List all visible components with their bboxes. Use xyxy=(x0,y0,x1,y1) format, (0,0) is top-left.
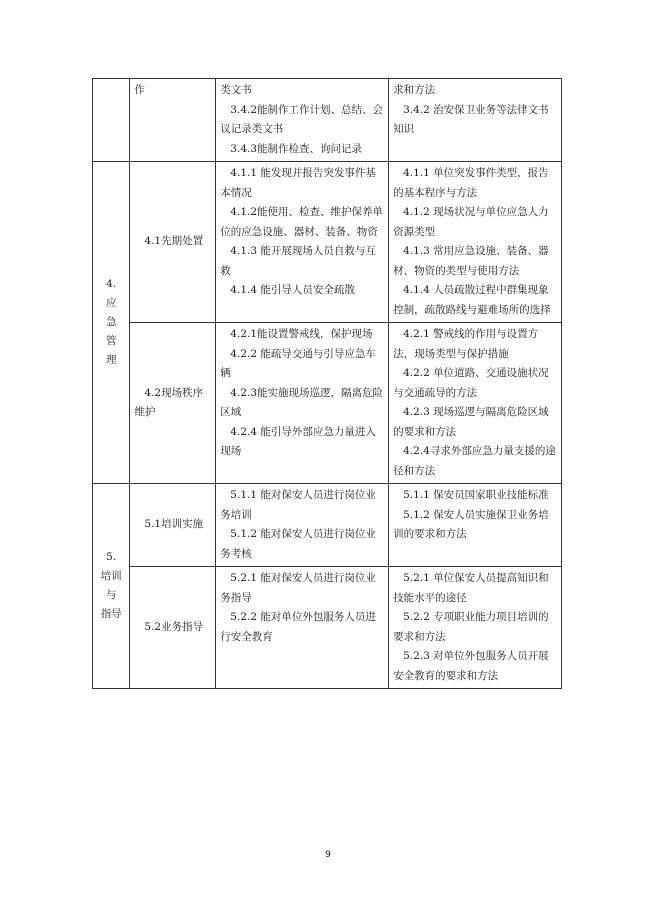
page-number: 9 xyxy=(325,850,331,860)
subcategory-label: 5.1培训实施 xyxy=(144,518,204,531)
category-label: 与 xyxy=(105,589,117,601)
occupational-standard-table xyxy=(92,78,562,689)
cell-text: 5.2.2 专项职业能力项目培训的要求和方法 xyxy=(393,611,549,643)
category-label: 理 xyxy=(105,354,117,366)
table-row xyxy=(93,484,562,567)
cell-text: 4.1.2能使用、检查、维护保养单位的应急设施、器材、装备、物资 xyxy=(220,206,384,238)
knowledge-requirements-cell xyxy=(389,567,562,689)
cell-text: 5.2.2 能对单位外包服务人员进行安全教育 xyxy=(220,611,376,643)
cell-text: 5.2.1 单位保安人员提高知识和技能水平的途径 xyxy=(393,572,549,604)
table-row xyxy=(93,323,562,484)
cell-text: 4.1.2 现场状况与单位应急人力资源类型 xyxy=(393,206,549,238)
cell-text: 4.2.3能实施现场巡逻，隔离危险区域 xyxy=(220,386,384,418)
cell-text: 5.1.2 保安人员实施保卫业务培训的要求和方法 xyxy=(393,508,549,540)
cell-text: 5.2.1 能对保安人员进行岗位业务指导 xyxy=(220,572,376,604)
cell-text: 4.1.1 单位突发事件类型，报告的基本程序与方法 xyxy=(393,167,549,199)
cell-text: 4.1.3 能开展现场人员自救与互救 xyxy=(220,245,376,277)
cell-text: 4.2.4寻求外部应急力量支援的途径和方法 xyxy=(393,445,556,477)
skill-requirements-cell xyxy=(216,323,389,484)
cell-text: 求和方法 xyxy=(393,84,436,96)
category-label: 5. xyxy=(106,551,117,563)
category-label: 4. xyxy=(106,278,117,290)
category-label: 应 xyxy=(105,297,117,309)
table-row xyxy=(93,567,562,689)
skill-requirements-cell xyxy=(216,162,389,323)
skill-requirements-cell xyxy=(216,79,389,162)
knowledge-requirements-cell xyxy=(389,79,562,162)
skill-requirements-cell xyxy=(216,484,389,567)
cell-text: 4.2.1 警戒线的作用与设置方法，现场类型与保护措施 xyxy=(393,328,539,360)
cell-text: 3.4.2 治安保卫业务等法律文书知识 xyxy=(393,103,549,135)
cell-text: 4.1.4 人员疏散过程中群集现象控制，疏散路线与避难场所的选择 xyxy=(393,284,551,316)
category-label: 指导 xyxy=(100,608,122,620)
cell-text: 4.2.3 现场巡逻与隔离危险区域的要求和方法 xyxy=(393,406,549,438)
subcategory-label: 4.2现场秩序维护 xyxy=(134,386,204,418)
cell-text: 4.1.4 能引导人员安全疏散 xyxy=(230,284,355,296)
cell-text: 4.2.4 能引导外部应急力量进入现场 xyxy=(220,425,376,457)
category-label: 管 xyxy=(105,335,117,347)
category-label: 培训 xyxy=(100,570,122,582)
subcategory-cell xyxy=(130,567,216,689)
subcategory-cell xyxy=(130,79,216,162)
cell-text: 类文书 xyxy=(220,84,252,96)
category-cell-training xyxy=(93,484,130,689)
cell-text: 4.1.1 能发现并报告突发事件基本情况 xyxy=(220,167,376,199)
subcategory-cell xyxy=(130,323,216,484)
cell-text: 3.4.2能制作工作计划、总结、会议记录类文书 xyxy=(220,103,384,135)
cell-text: 作 xyxy=(134,84,145,96)
category-cell-emergency xyxy=(93,162,130,484)
cell-text: 5.1.2 能对保安人员进行岗位业务考核 xyxy=(220,528,376,560)
cell-text: 4.2.2 单位道路、交通设施状况与交通疏导的方法 xyxy=(393,367,549,399)
cell-text: 4.2.2 能疏导交通与引导应急车辆 xyxy=(220,347,376,379)
skill-requirements-cell xyxy=(216,567,389,689)
subcategory-label: 4.1先期处置 xyxy=(144,235,204,248)
cell-text: 4.1.3 常用应急设施、装备、器材、物资的类型与使用方法 xyxy=(393,245,549,277)
cell-text: 5.2.3 对单位外包服务人员开展安全教育的要求和方法 xyxy=(393,650,549,682)
cell-text: 5.1.1 保安员国家职业技能标准 xyxy=(403,489,549,501)
cell-text: 3.4.3能制作检查、询问记录 xyxy=(230,142,363,155)
cell-text: 5.1.1 能对保安人员进行岗位业务培训 xyxy=(220,489,376,521)
cell-text: 4.2.1能设置警戒线，保护现场 xyxy=(230,328,373,340)
table-row xyxy=(93,162,562,323)
subcategory-label: 5.2业务指导 xyxy=(144,620,204,633)
category-cell-empty xyxy=(93,79,130,162)
knowledge-requirements-cell xyxy=(389,484,562,567)
subcategory-cell xyxy=(130,484,216,567)
subcategory-cell xyxy=(130,162,216,323)
table-row xyxy=(93,79,562,162)
knowledge-requirements-cell xyxy=(389,162,562,323)
knowledge-requirements-cell xyxy=(389,323,562,484)
category-label: 急 xyxy=(105,316,117,328)
